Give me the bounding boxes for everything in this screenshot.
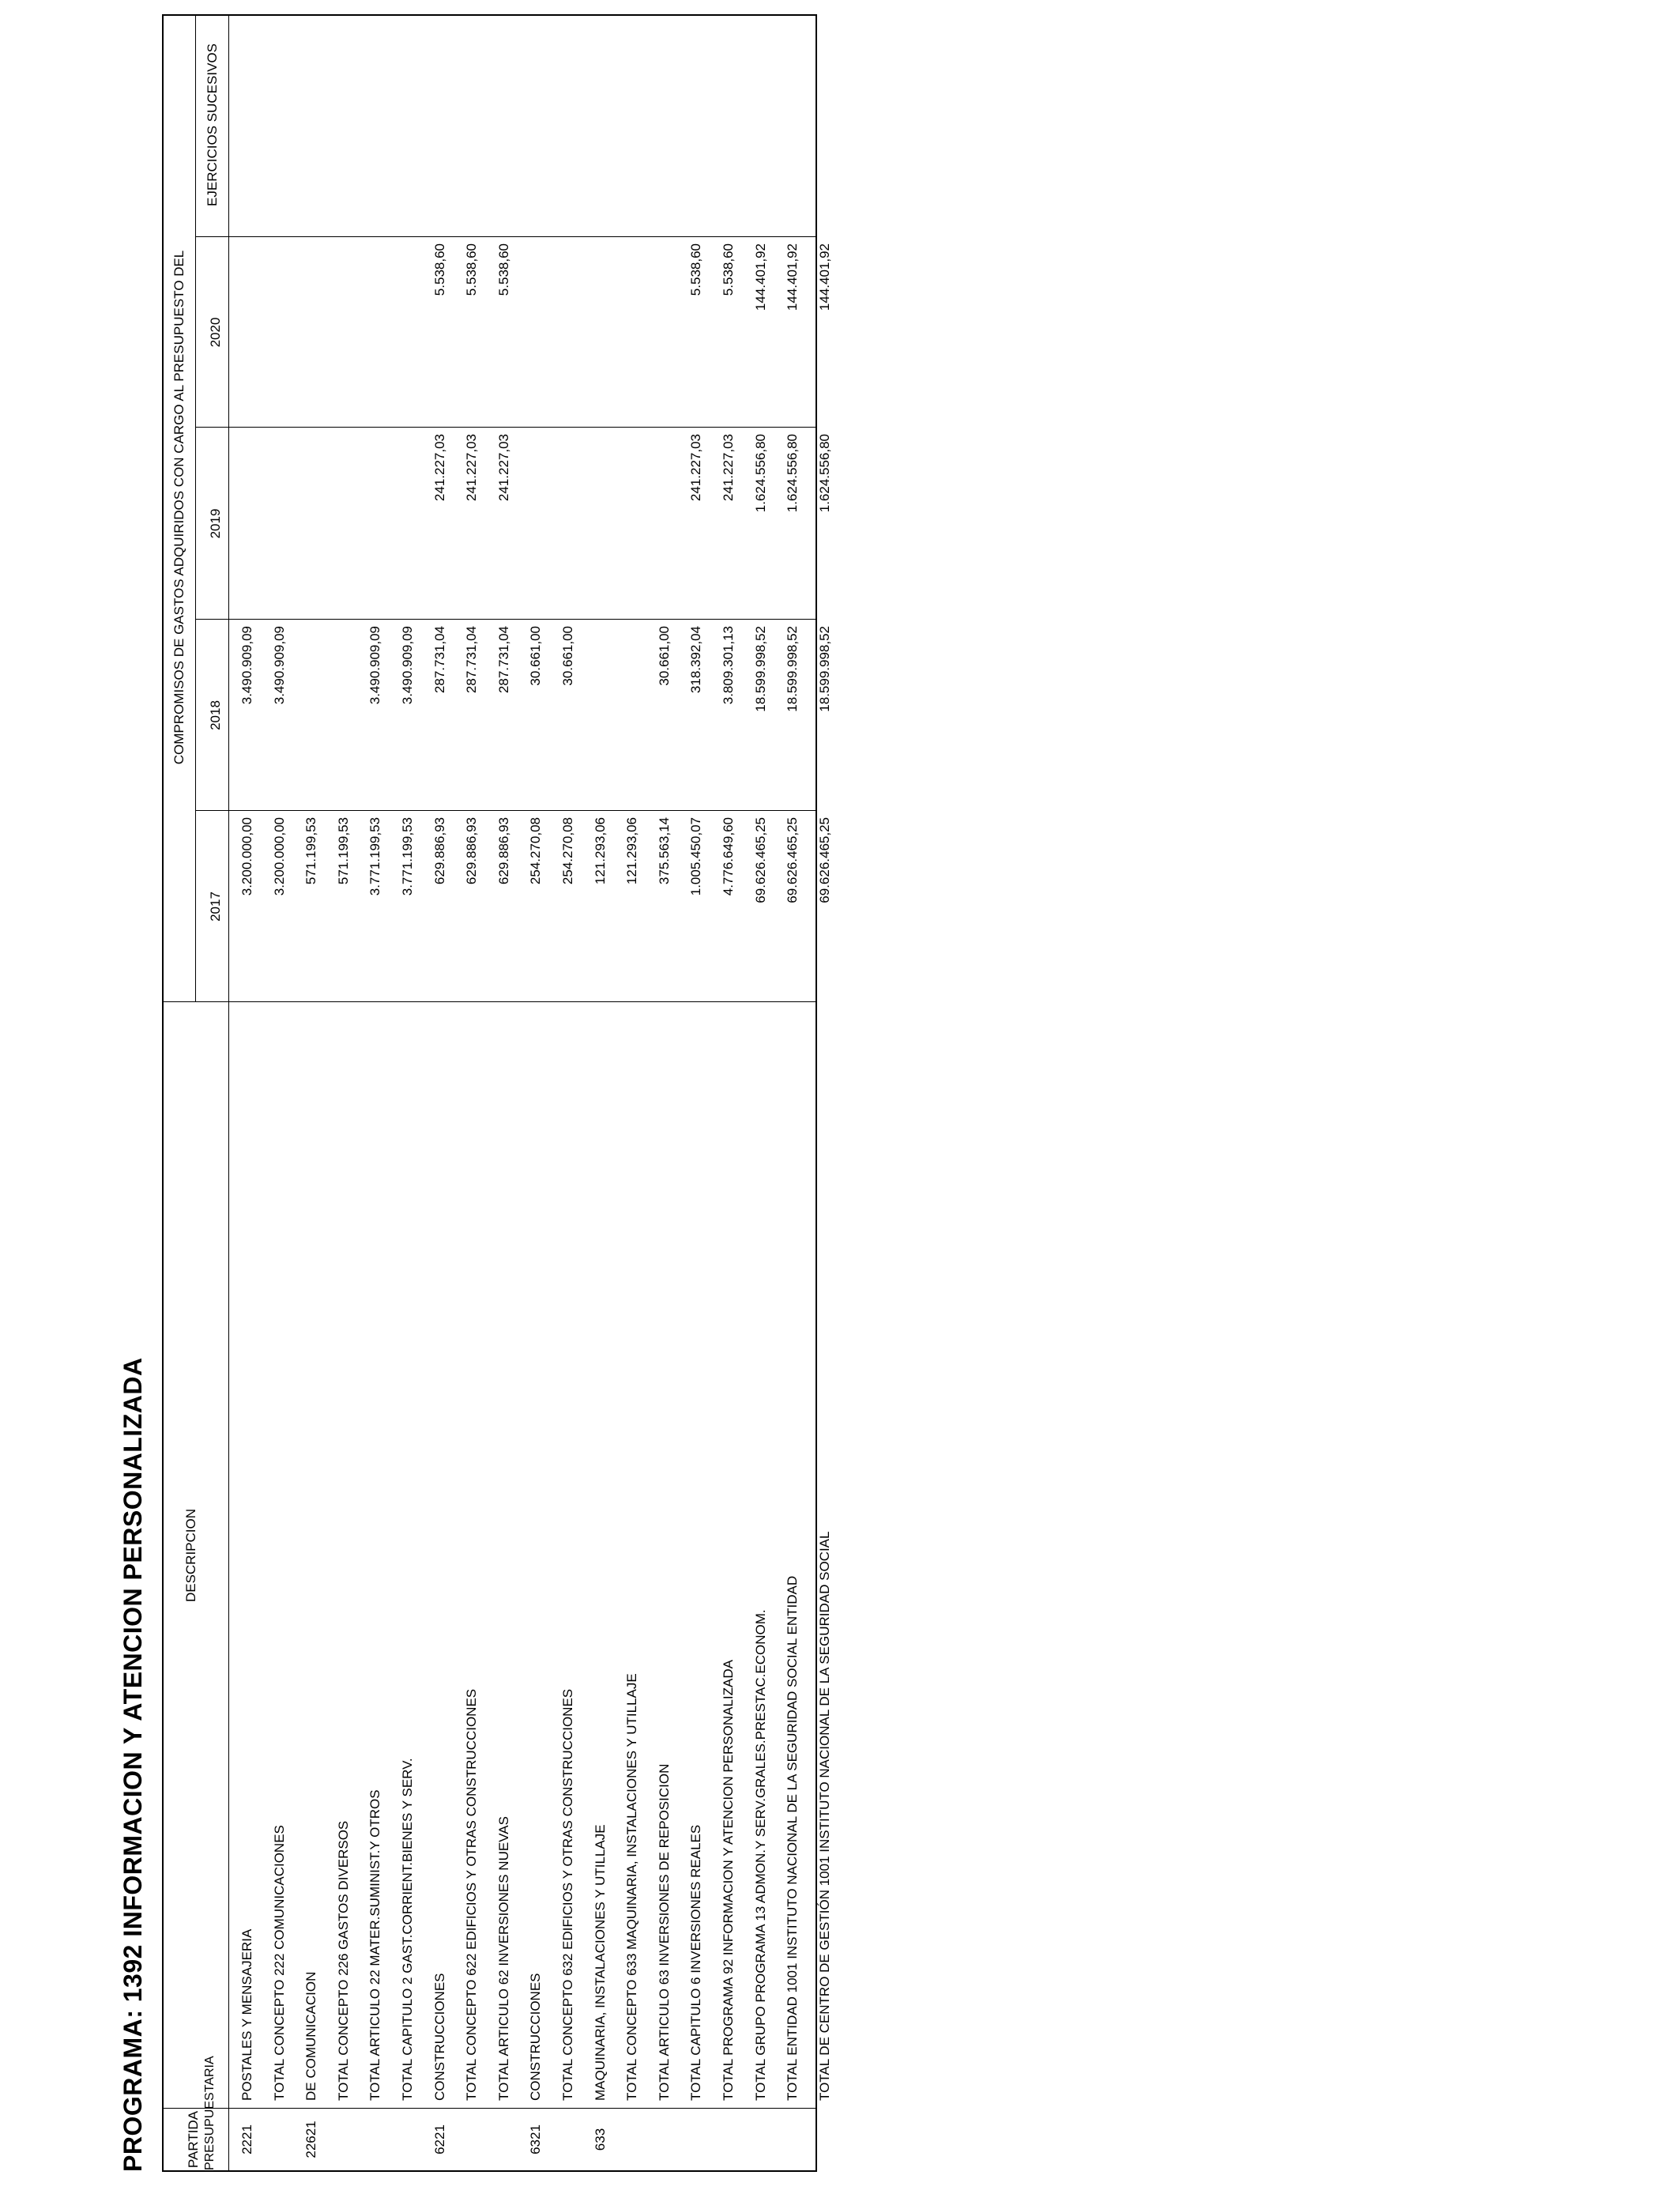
cell-descripcion: TOTAL ENTIDAD 1001 INSTITUTO NACIONAL DE LA SEGURIDAD SOCIAL ENTIDAD: [785, 1575, 800, 2101]
cell-descripcion: TOTAL ARTICULO 63 INVERSIONES DE REPOSICION: [656, 1763, 672, 2101]
cell-descripcion: POSTALES Y MENSAJERIA: [239, 1928, 254, 2101]
budget-table: [162, 14, 832, 2172]
cell-2018: 3.490.909,09: [367, 626, 383, 705]
header-ejercicios-sucesivos: EJERCICIOS SUCESIVOS: [205, 43, 220, 206]
cell-2019: 241.227,03: [464, 434, 480, 502]
cell-partida: 22621: [303, 2120, 319, 2158]
header-partida-1: PARTIDA: [186, 2110, 201, 2169]
cell-2017: 3.200.000,00: [271, 817, 287, 896]
cell-2018: 30.661,00: [656, 626, 672, 686]
cell-2018: 18.599.998,52: [816, 626, 832, 712]
cell-2018: 3.490.909,09: [239, 626, 254, 705]
cell-2017: 121.293,06: [592, 817, 608, 885]
cell-descripcion: CONSTRUCCIONES: [431, 1973, 447, 2101]
cell-2018: 30.661,00: [560, 626, 575, 686]
cell-partida: 633: [592, 2128, 608, 2151]
cell-2018: 30.661,00: [528, 626, 544, 686]
cell-2018: 3.809.301,13: [721, 626, 736, 705]
cell-2017: 254.270,08: [528, 817, 544, 885]
cell-descripcion: MAQUINARIA, INSTALACIONES Y UTILLAJE: [592, 1824, 608, 2101]
cell-descripcion: TOTAL CAPITULO 6 INVERSIONES REALES: [688, 1824, 704, 2101]
cell-2018: 3.490.909,09: [400, 626, 415, 705]
cell-2020: 5.538,60: [688, 243, 704, 296]
cell-2019: 1.624.556,80: [785, 434, 800, 513]
cell-partida: 2221: [239, 2124, 254, 2154]
cell-2017: 571.199,53: [335, 817, 351, 885]
col-sep-2: [164, 1001, 816, 1002]
cell-2017: 121.293,06: [624, 817, 640, 885]
header-2020: 2020: [208, 317, 223, 348]
cell-2018: 3.490.909,09: [271, 626, 287, 705]
header-2018: 2018: [208, 700, 223, 730]
cell-2018: 18.599.998,52: [785, 626, 800, 712]
header-2017: 2017: [208, 892, 223, 922]
cell-2017: 629.886,93: [431, 817, 447, 885]
cell-2019: 241.227,03: [431, 434, 447, 502]
header-2019: 2019: [208, 508, 223, 539]
cell-2020: 144.401,92: [752, 243, 768, 311]
cell-descripcion: TOTAL CONCEPTO 632 EDIFICIOS Y OTRAS CONSTRUCCIONES: [560, 1688, 575, 2101]
cell-2020: 144.401,92: [816, 243, 832, 311]
cell-2020: 5.538,60: [495, 243, 511, 296]
cell-2019: 1.624.556,80: [816, 434, 832, 513]
cell-2018: 318.392,04: [688, 626, 704, 694]
cell-2020: 144.401,92: [785, 243, 800, 311]
cell-descripcion: TOTAL CAPITULO 2 GAST.CORRIENT.BIENES Y SERV.: [400, 1758, 415, 2101]
cell-descripcion: TOTAL CONCEPTO 622 EDIFICIOS Y OTRAS CONSTRUCCIONES: [464, 1688, 480, 2101]
header-partida-2: PRESUPUESTARIA: [203, 2056, 217, 2170]
cell-descripcion: TOTAL GRUPO PROGRAMA 13 ADMON.Y SERV.GRALES.PRESTAC.ECONOM.: [752, 1609, 768, 2101]
cell-2019: 1.624.556,80: [752, 434, 768, 513]
cell-descripcion: TOTAL CONCEPTO 222 COMUNICACIONES: [271, 1825, 287, 2101]
cell-2020: 5.538,60: [431, 243, 447, 296]
cell-descripcion: TOTAL ARTICULO 62 INVERSIONES NUEVAS: [495, 1816, 511, 2101]
cell-descripcion: TOTAL CONCEPTO 633 MAQUINARIA, INSTALACIONES Y UTILLAJE: [624, 1673, 640, 2101]
cell-descripcion: TOTAL DE CENTRO DE GESTIÓN 1001 INSTITUTO NACIONAL DE LA SEGURIDAD SOCIAL: [816, 1531, 832, 2101]
cell-2018: 287.731,04: [431, 626, 447, 694]
cell-2019: 241.227,03: [688, 434, 704, 502]
cell-2017: 69.626.465,25: [752, 817, 768, 903]
col-sep-6: [195, 236, 816, 237]
cell-2017: 375.563,14: [656, 817, 672, 885]
cell-2017: 629.886,93: [464, 817, 480, 885]
cell-descripcion: TOTAL CONCEPTO 226 GASTOS DIVERSOS: [335, 1820, 351, 2101]
cell-partida: 6221: [431, 2124, 447, 2154]
cell-2020: 5.538,60: [721, 243, 736, 296]
cell-descripcion: DE COMUNICACION: [303, 1971, 319, 2101]
cell-2017: 3.200.000,00: [239, 817, 254, 896]
col-sep-1: [164, 2108, 816, 2109]
page-title: PROGRAMA: 1392 INFORMACION Y ATENCION PERSONALIZADA: [119, 1357, 147, 2172]
cell-2017: 69.626.465,25: [785, 817, 800, 903]
header-compromisos: COMPROMISOS DE GASTOS ADQUIRIDOS CON CARGO AL PRESUPUESTO DEL: [171, 250, 186, 765]
cell-descripcion: TOTAL PROGRAMA 92 INFORMACION Y ATENCION PERSONALIZADA: [721, 1660, 736, 2101]
cell-2017: 254.270,08: [560, 817, 575, 885]
cell-2017: 3.771.199,53: [400, 817, 415, 896]
cell-2019: 241.227,03: [721, 434, 736, 502]
cell-2018: 18.599.998,52: [752, 626, 768, 712]
header-descripcion: DESCRIPCION: [183, 1508, 198, 1603]
cell-2018: 287.731,04: [464, 626, 480, 694]
cell-2017: 69.626.465,25: [816, 817, 832, 903]
cell-2017: 1.005.450,07: [688, 817, 704, 896]
cell-2017: 629.886,93: [495, 817, 511, 885]
cell-2019: 241.227,03: [495, 434, 511, 502]
cell-2017: 4.776.649,60: [721, 817, 736, 896]
cell-descripcion: CONSTRUCCIONES: [528, 1973, 544, 2101]
cell-2020: 5.538,60: [464, 243, 480, 296]
cell-2018: 287.731,04: [495, 626, 511, 694]
cell-partida: 6321: [528, 2124, 544, 2154]
cell-descripcion: TOTAL ARTICULO 22 MATER.SUMINIST.Y OTROS: [367, 1789, 383, 2101]
header-sep-bottom: [228, 16, 229, 2170]
cell-2017: 571.199,53: [303, 817, 319, 885]
cell-2017: 3.771.199,53: [367, 817, 383, 896]
header-sep-top: [195, 16, 196, 1002]
